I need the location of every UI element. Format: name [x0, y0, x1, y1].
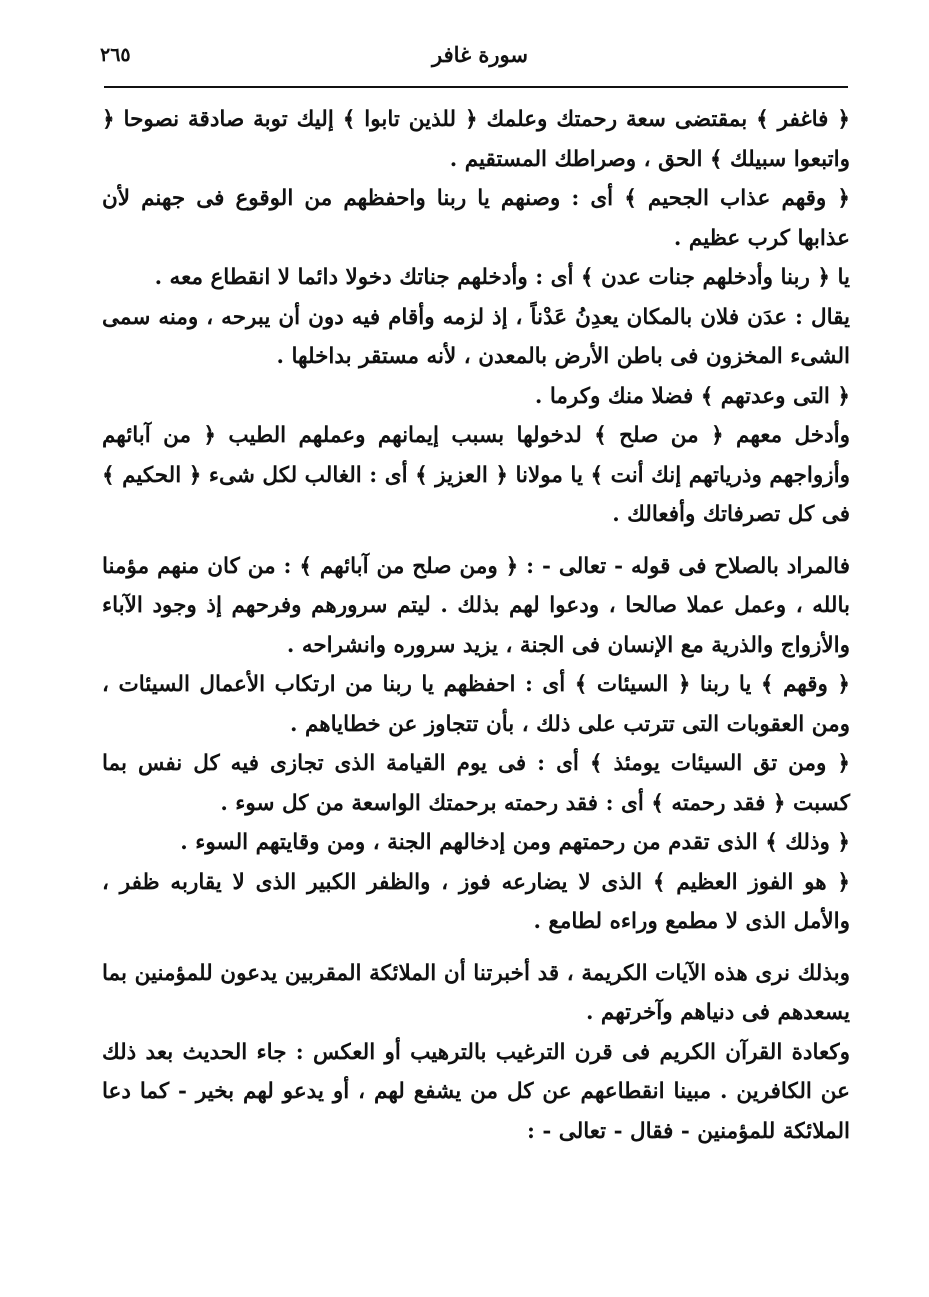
header-rule	[104, 86, 848, 88]
paragraph: ﴿ فاغفر ﴾ بمقتضى سعة رحمتك وعلمك ﴿ للذين تابوا ﴾ إليك توبة صادقة نصوحا ﴿ واتبعوا سبيلك ﴾ الحق ، وصراطك المستقيم .	[102, 107, 850, 172]
paragraph: يقال : عدَن فلان بالمكان يعدِنُ عَدْناً ، إذ لزمه وأقام فيه دون أن يبرحه ، ومنه سمى الشىء المخزون فى باطن الأرض بالمعدن ، لأنه مستقر بداخلها .	[102, 304, 850, 369]
paragraph: ﴿ التى وعدتهم ﴾ فضلا منك وكرما .	[534, 383, 850, 409]
page-title: سورة غافر	[432, 42, 528, 67]
body-text	[102, 100, 850, 1151]
paragraph: ﴿ وذلك ﴾ الذى تقدم من رحمتهم ومن إدخالهم الجنة ، ومن وقايتهم السوء .	[180, 830, 850, 855]
paragraph: ﴿ ومن تق السيئات يومئذ ﴾ أى : فى يوم القيامة الذى تجازى فيه كل نفس بما كسبت ﴿ فقد رحمته ﴾ أى : فقد رحمته برحمتك الواسعة من كل سوء .	[102, 751, 850, 816]
paragraph: فالمراد بالصلاح فى قوله - تعالى - : ﴿ ومن صلح من آبائهم ﴾ : من كان منهم مؤمنا بالله ، وعمل عملا صالحا ، ودعوا لهم بذلك . ليتم سرورهم وفرحهم إذ وجود الآباء والأزواج والذرية مع الإنسان فى الجنة ، يزيد سروره وانشراحه .	[102, 553, 850, 658]
paragraph: وكعادة القرآن الكريم فى قرن الترغيب بالترهيب أو العكس : جاء الحديث بعد ذلك عن الكافرين . مبينا انقطاعهم عن كل من يشفع لهم ، أو يدعو لهم بخير - كما دعا الملائكة للمؤمنين - فقال - تعالى - :	[102, 1039, 850, 1144]
page-number: ٢٦٥	[100, 44, 131, 66]
paragraph: ﴿ هو الفوز العظيم ﴾ الذى لا يضارعه فوز ، والظفر الكبير الذى لا يقاربه ظفر ، والأمل الذى لا مطمع وراءه لطامع .	[102, 869, 850, 934]
paragraph: وأدخل معهم ﴿ من صلح ﴾ لدخولها بسبب إيمانهم وعملهم الطيب ﴿ من آبائهم وأزواجهم وذرياتهم إنك أنت ﴾ يا مولانا ﴿ العزيز ﴾ أى : الغالب لكل شىء ﴿ الحكيم ﴾ فى كل تصرفاتك وأفعالك .	[102, 423, 850, 527]
paragraph: وبذلك نرى هذه الآيات الكريمة ، قد أخبرتنا أن الملائكة المقربين يدعون للمؤمنين بما يسعدهم فى دنياهم وآخرتهم .	[102, 960, 850, 1025]
paragraph: ﴿ وقهم ﴾ يا ربنا ﴿ السيئات ﴾ أى : احفظهم يا ربنا من ارتكاب الأعمال السيئات ، ومن العقوبات التى تترتب على ذلك ، بأن تتجاوز عن خطاياهم .	[102, 672, 850, 737]
paragraph: ﴿ وقهم عذاب الجحيم ﴾ أى : وصنهم يا ربنا واحفظهم من الوقوع فى جهنم لأن عذابها كرب عظيم .	[102, 186, 850, 251]
paragraph: يا ﴿ ربنا وأدخلهم جنات عدن ﴾ أى : وأدخلهم جناتك دخولا دائما لا انقطاع معه .	[154, 265, 850, 290]
